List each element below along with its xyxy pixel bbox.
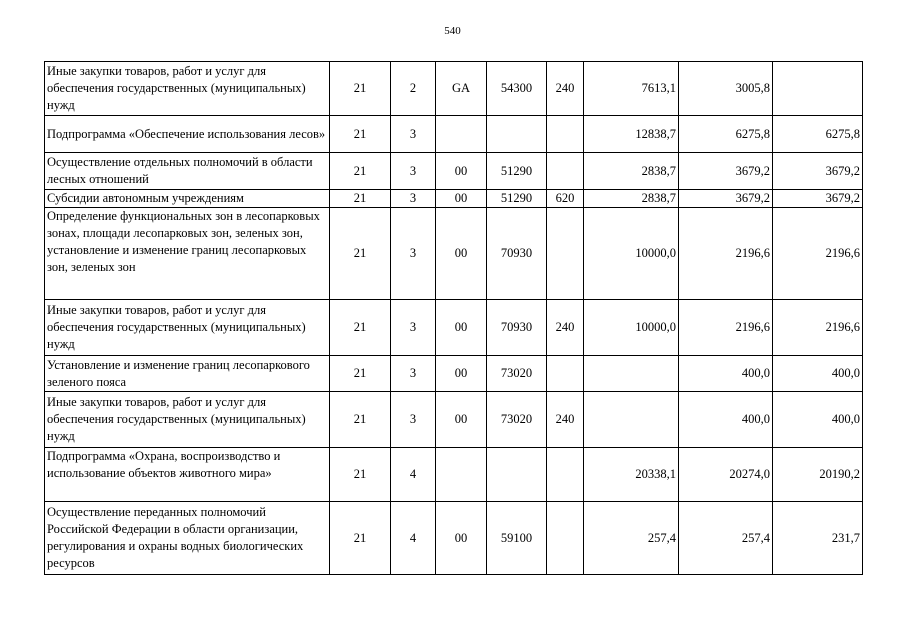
expense-type-cell: 240 <box>547 300 584 356</box>
item-name-cell: Подпрограмма «Охрана, воспроизводство и использование объектов животного мира» <box>45 448 330 502</box>
item-name-cell: Субсидии автономным учреждениям <box>45 190 330 208</box>
amount-year2-cell: 2196,6 <box>679 300 773 356</box>
direction-code-cell: 70930 <box>487 300 547 356</box>
ministry-code-cell: 21 <box>330 190 391 208</box>
expense-type-cell <box>547 116 584 153</box>
page-number: 540 <box>444 25 461 37</box>
program-code-cell: 4 <box>391 448 436 502</box>
program-code-cell: 3 <box>391 208 436 300</box>
table-row <box>45 448 863 502</box>
amount-year2-cell: 400,0 <box>679 392 773 448</box>
amount-year3-cell: 20190,2 <box>773 448 863 502</box>
expense-type-cell <box>547 502 584 575</box>
amount-year3-cell: 6275,8 <box>773 116 863 153</box>
amount-year2-cell: 257,4 <box>679 502 773 575</box>
expense-type-cell: 240 <box>547 62 584 116</box>
amount-year1-cell: 7613,1 <box>584 62 679 116</box>
program-code-cell: 2 <box>391 62 436 116</box>
expense-type-cell <box>547 153 584 190</box>
table-row <box>45 502 863 575</box>
subprogram-code-cell <box>436 448 487 502</box>
table-row <box>45 208 863 300</box>
amount-year1-cell: 12838,7 <box>584 116 679 153</box>
amount-year1-cell: 2838,7 <box>584 190 679 208</box>
amount-year2-cell: 3679,2 <box>679 190 773 208</box>
amount-year3-cell: 3679,2 <box>773 153 863 190</box>
table-row <box>45 116 863 153</box>
amount-year2-cell: 3005,8 <box>679 62 773 116</box>
item-name-cell: Подпрограмма «Обеспечение использования лесов» <box>45 116 330 153</box>
direction-code-cell: 59100 <box>487 502 547 575</box>
item-name-cell: Иные закупки товаров, работ и услуг для обеспечения государственных (муниципальных) нужд <box>45 300 330 356</box>
amount-year1-cell <box>584 356 679 392</box>
item-name-cell: Осуществление отдельных полномочий в области лесных отношений <box>45 153 330 190</box>
amount-year2-cell: 400,0 <box>679 356 773 392</box>
amount-year3-cell: 400,0 <box>773 356 863 392</box>
ministry-code-cell: 21 <box>330 300 391 356</box>
program-code-cell: 3 <box>391 356 436 392</box>
table-row <box>45 392 863 448</box>
item-name-cell: Иные закупки товаров, работ и услуг для обеспечения государственных (муниципальных) нужд <box>45 62 330 116</box>
expense-type-cell: 240 <box>547 392 584 448</box>
item-name-cell: Определение функциональных зон в лесопарковых зонах, площади лесопарковых зон, зеленых зон, установление и изменение границ лесопарковых зон, зеленых зон <box>45 208 330 300</box>
direction-code-cell: 54300 <box>487 62 547 116</box>
program-code-cell: 4 <box>391 502 436 575</box>
item-name-cell: Осуществление переданных полномочий Российской Федерации в области организации, регулирования и охраны водных биологических ресурсов <box>45 502 330 575</box>
direction-code-cell: 70930 <box>487 208 547 300</box>
direction-code-cell: 51290 <box>487 190 547 208</box>
subprogram-code-cell: 00 <box>436 502 487 575</box>
amount-year3-cell: 2196,6 <box>773 208 863 300</box>
table-row <box>45 356 863 392</box>
direction-code-cell: 73020 <box>487 356 547 392</box>
amount-year3-cell <box>773 62 863 116</box>
amount-year1-cell: 20338,1 <box>584 448 679 502</box>
table-row <box>45 153 863 190</box>
expense-type-cell: 620 <box>547 190 584 208</box>
subprogram-code-cell: 00 <box>436 190 487 208</box>
subprogram-code-cell: 00 <box>436 300 487 356</box>
subprogram-code-cell: 00 <box>436 392 487 448</box>
program-code-cell: 3 <box>391 190 436 208</box>
amount-year1-cell: 10000,0 <box>584 208 679 300</box>
program-code-cell: 3 <box>391 300 436 356</box>
ministry-code-cell: 21 <box>330 356 391 392</box>
subprogram-code-cell: 00 <box>436 208 487 300</box>
expense-type-cell <box>547 448 584 502</box>
expense-type-cell <box>547 356 584 392</box>
program-code-cell: 3 <box>391 392 436 448</box>
table-row <box>45 190 863 208</box>
item-name-cell: Установление и изменение границ лесопаркового зеленого пояса <box>45 356 330 392</box>
item-name-cell: Иные закупки товаров, работ и услуг для обеспечения государственных (муниципальных) нужд <box>45 392 330 448</box>
table-row <box>45 62 863 116</box>
table-row <box>45 300 863 356</box>
direction-code-cell: 51290 <box>487 153 547 190</box>
amount-year2-cell: 20274,0 <box>679 448 773 502</box>
amount-year1-cell: 257,4 <box>584 502 679 575</box>
program-code-cell: 3 <box>391 116 436 153</box>
subprogram-code-cell <box>436 116 487 153</box>
ministry-code-cell: 21 <box>330 208 391 300</box>
amount-year1-cell: 10000,0 <box>584 300 679 356</box>
amount-year3-cell: 2196,6 <box>773 300 863 356</box>
program-code-cell: 3 <box>391 153 436 190</box>
ministry-code-cell: 21 <box>330 392 391 448</box>
direction-code-cell <box>487 116 547 153</box>
ministry-code-cell: 21 <box>330 448 391 502</box>
subprogram-code-cell: 00 <box>436 153 487 190</box>
amount-year1-cell: 2838,7 <box>584 153 679 190</box>
amount-year3-cell: 231,7 <box>773 502 863 575</box>
ministry-code-cell: 21 <box>330 502 391 575</box>
ministry-code-cell: 21 <box>330 116 391 153</box>
subprogram-code-cell: 00 <box>436 356 487 392</box>
amount-year1-cell <box>584 392 679 448</box>
amount-year2-cell: 3679,2 <box>679 153 773 190</box>
amount-year2-cell: 6275,8 <box>679 116 773 153</box>
direction-code-cell: 73020 <box>487 392 547 448</box>
expense-type-cell <box>547 208 584 300</box>
amount-year3-cell: 3679,2 <box>773 190 863 208</box>
direction-code-cell <box>487 448 547 502</box>
ministry-code-cell: 21 <box>330 62 391 116</box>
budget-table <box>44 61 863 575</box>
amount-year3-cell: 400,0 <box>773 392 863 448</box>
subprogram-code-cell: GA <box>436 62 487 116</box>
ministry-code-cell: 21 <box>330 153 391 190</box>
amount-year2-cell: 2196,6 <box>679 208 773 300</box>
